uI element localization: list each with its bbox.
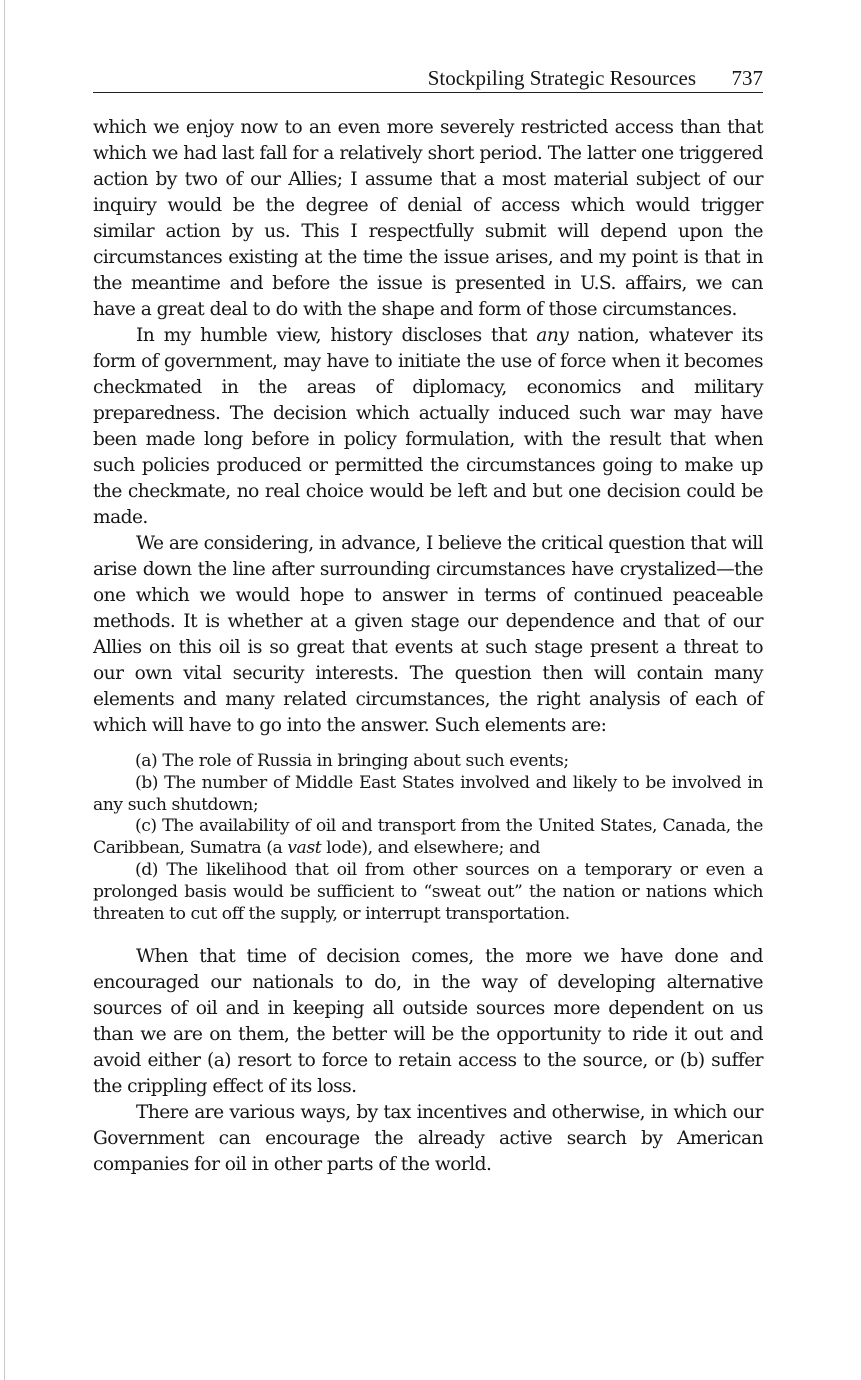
list-item-c-text-start: (c) The availability of oil and transport from the United States, Canada, the Caribbean, Sumatra (a [93, 816, 763, 859]
paragraph-1: which we enjoy now to an even more severely restricted access than that which we had last fall for a relatively short period. The latter one triggered action by two of our Allies; I assume that a most material subject of our inquiry would be the degree of denial of access which would trigger similar action by us. This I respectfully submit will depend upon the circumstances existing at the time the issue arises, and my point is that in the meantime and before the issue is presented in U.S. affairs, we can have a great deal to do with the shape and form of those circumstances. [93, 117, 763, 320]
list-item-d: (d) The likelihood that oil from other sources on a temporary or even a prolonged basis would be sufficient to “sweat out” the nation or nations which threaten to cut off the supply, or interrupt transportation. [93, 859, 763, 924]
list-item-c [93, 816, 763, 860]
running-head-title: Stockpiling Strategic Resources [427, 66, 696, 90]
paragraph-3: We are considering, in advance, I believe the critical question that will arise down the line after surrounding circumstances have crystalized—the one which we would hope to answer in terms of continued peaceable methods. It is whether at a given stage our dependence and that of our Allies on this oil is so great that events at such stage present a threat to our own vital security interests. The question then will contain many elements and many related circumstances, the right analysis of each of which will have to go into the answer. Such elements are: [93, 533, 763, 736]
page-number: 737 [731, 66, 763, 90]
body-text [93, 115, 763, 1178]
list-item-c-emphasis: vast [287, 838, 322, 859]
list-item-b: (b) The number of Middle East States involved and likely to be involved in any such shutdown; [93, 772, 763, 815]
paragraph-5: There are various ways, by tax incentives and otherwise, in which our Government can encourage the already active search by American companies for oil in other parts of the world. [93, 1102, 763, 1176]
paragraph-2 [93, 323, 763, 531]
paragraph-4: When that time of decision comes, the more we have done and encouraged our nationals to do, in the way of developing alternative sources of oil and in keeping all outside sources more dependent on us than we are on them, the better will be the opportunity to ride it out and avoid either (a) resort to force to retain access to the source, or (b) suffer the crippling effect of its loss. [93, 946, 763, 1098]
paragraph-2-text-start: In my humble view, history discloses that [136, 325, 537, 346]
list-item-c-text-end: lode), and elsewhere; and [321, 838, 540, 859]
elements-list [93, 751, 763, 925]
list-item-a: (a) The role of Russia in bringing about such events; [135, 751, 569, 771]
paragraph-2-text-end: nation, whatever its form of government, may have to initiate the use of force when it becomes checkmated in the areas of diplomacy, economics and military preparedness. The decision which actually induced such war may have been made long before in policy formulation, with the result that when such policies produced or permitted the circumstances going to make up the checkmate, no real choice would be left and but one decision could be made. [93, 325, 763, 528]
running-head [93, 64, 763, 93]
paragraph-2-emphasis: any [536, 325, 569, 346]
scan-edge-line [4, 0, 5, 1380]
